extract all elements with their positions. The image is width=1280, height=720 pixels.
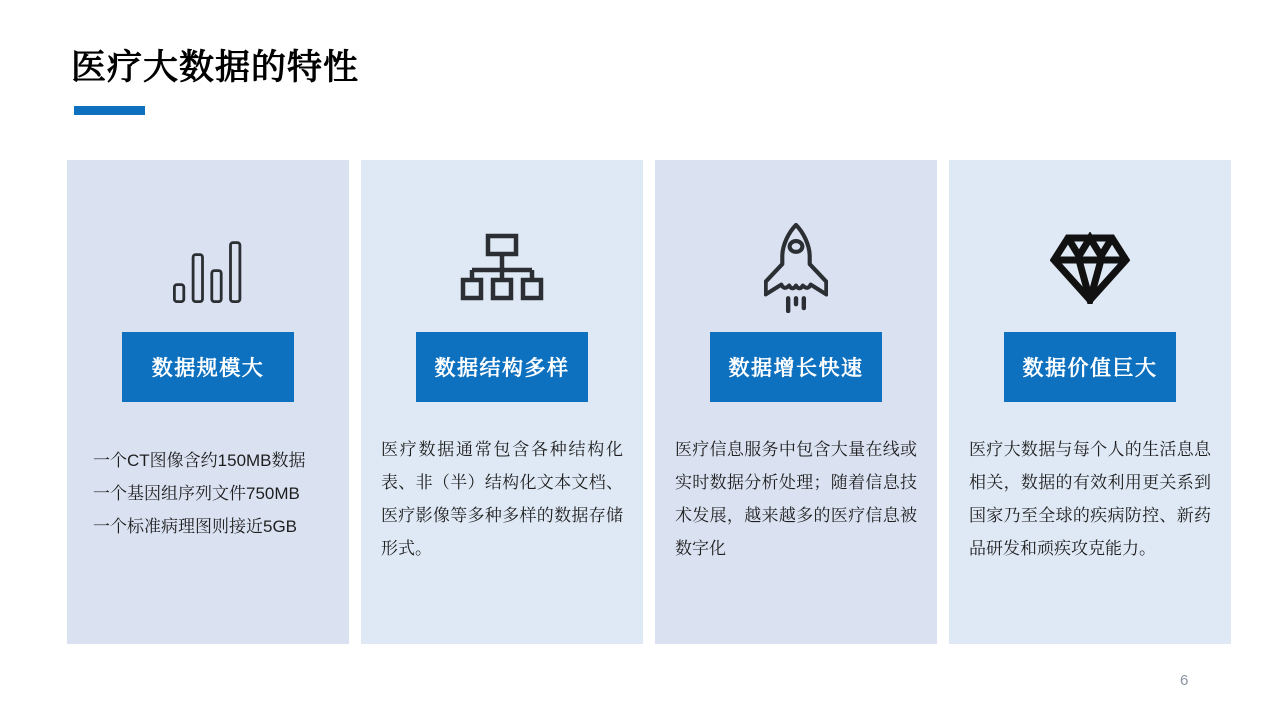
diamond-icon — [1050, 224, 1130, 312]
cards-row — [67, 160, 1231, 644]
org-chart-icon — [459, 224, 545, 312]
title-underline — [74, 106, 145, 115]
card-text: 医疗数据通常包含各种结构化表、非（半）结构化文本文档、医疗影像等多种多样的数据存储形式。 — [381, 440, 623, 558]
page-title: 医疗大数据的特性 — [71, 48, 360, 87]
card-label-button[interactable]: 数据价值巨大 — [1004, 332, 1176, 402]
card-label-button[interactable]: 数据规模大 — [122, 332, 294, 402]
card-data-structure — [361, 160, 643, 644]
card-label-button[interactable]: 数据结构多样 — [416, 332, 588, 402]
rocket-icon — [764, 224, 828, 312]
page-number: 6 — [1180, 672, 1189, 689]
card-text: 医疗大数据与每个人的生活息息相关，数据的有效利用更关系到国家乃至全球的疾病防控、新药品研发和顽疾攻克能力。 — [969, 440, 1211, 558]
card-text-line: 一个标准病理图则接近5GB — [93, 517, 298, 536]
card-data-scale — [67, 160, 349, 644]
card-text: 医疗信息服务中包含大量在线或实时数据分析处理；随着信息技术发展，越来越多的医疗信息被数字化 — [675, 440, 917, 558]
card-text-line: 一个CT图像含约150MB数据 — [93, 451, 306, 470]
bar-chart-icon — [173, 224, 243, 312]
card-label-button[interactable]: 数据增长快速 — [710, 332, 882, 402]
card-data-growth — [655, 160, 937, 644]
card-text-line: 一个基因组序列文件750MB — [93, 484, 300, 503]
card-text — [67, 444, 349, 543]
card-data-value — [949, 160, 1231, 644]
